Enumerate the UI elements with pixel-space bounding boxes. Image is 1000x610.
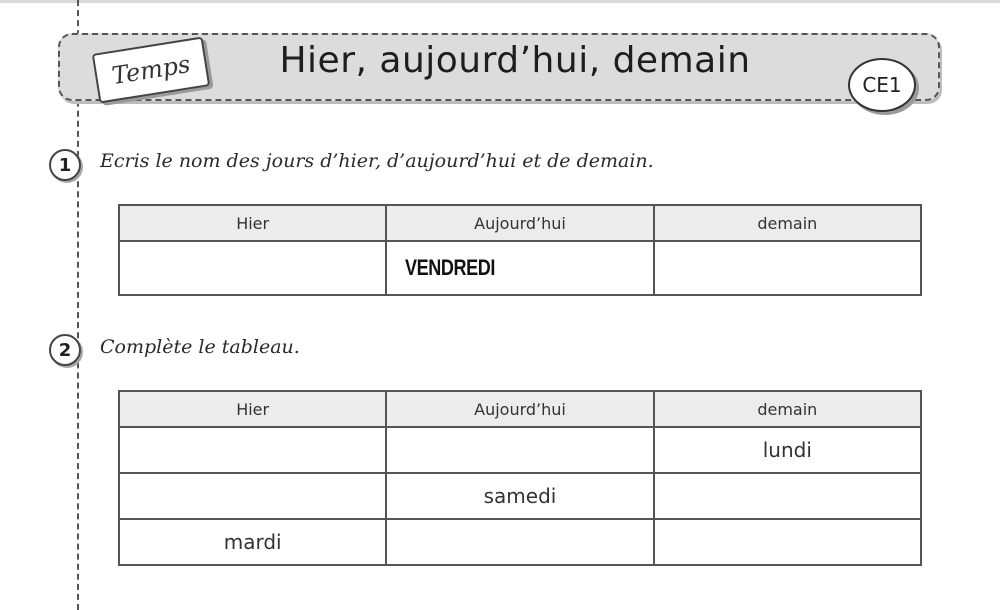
given-cell bbox=[386, 473, 653, 519]
answer-input-aujourdhui[interactable] bbox=[387, 242, 605, 294]
page-title: Hier, aujourd’hui, demain bbox=[279, 40, 751, 81]
answer-cell[interactable] bbox=[386, 427, 653, 473]
level-badge bbox=[848, 58, 916, 112]
answer-cell-hier bbox=[119, 241, 386, 295]
level-label: CE1 bbox=[862, 73, 902, 97]
answer-cell[interactable] bbox=[119, 427, 386, 473]
answer-input-hier[interactable] bbox=[120, 242, 385, 294]
table-row bbox=[119, 241, 921, 295]
column-header-aujourdhui: Aujourd’hui bbox=[386, 391, 653, 427]
answer-cell-demain bbox=[654, 241, 921, 295]
page-top-border bbox=[0, 0, 1000, 3]
given-day: mardi bbox=[223, 530, 282, 554]
exercise-1-number: 1 bbox=[49, 149, 81, 181]
table-header-row bbox=[119, 391, 921, 427]
answer-cell-aujourdhui bbox=[386, 241, 653, 295]
exercise-2-instruction: Complète le tableau. bbox=[100, 336, 300, 358]
table-header-row bbox=[119, 205, 921, 241]
given-cell bbox=[654, 427, 921, 473]
exercise-1-instruction: Ecris le nom des jours d’hier, d’aujourd’hui et de demain. bbox=[100, 150, 654, 172]
answer-cell[interactable] bbox=[654, 519, 921, 565]
given-cell bbox=[119, 519, 386, 565]
answer-cell[interactable] bbox=[119, 473, 386, 519]
given-day: samedi bbox=[483, 484, 557, 508]
column-header-demain: demain bbox=[654, 391, 921, 427]
table-row bbox=[119, 427, 921, 473]
column-header-aujourdhui: Aujourd’hui bbox=[386, 205, 653, 241]
column-header-demain: demain bbox=[654, 205, 921, 241]
answer-cell[interactable] bbox=[654, 473, 921, 519]
exercise-2-number: 2 bbox=[49, 334, 81, 366]
exercise-1-table bbox=[118, 204, 922, 296]
column-header-hier: Hier bbox=[119, 391, 386, 427]
given-day: lundi bbox=[762, 438, 812, 462]
table-row bbox=[119, 519, 921, 565]
exercise-2-table bbox=[118, 390, 922, 566]
table-row bbox=[119, 473, 921, 519]
category-label: Temps bbox=[109, 50, 193, 90]
column-header-hier: Hier bbox=[119, 205, 386, 241]
answer-cell[interactable] bbox=[386, 519, 653, 565]
answer-input-demain[interactable] bbox=[655, 242, 920, 294]
